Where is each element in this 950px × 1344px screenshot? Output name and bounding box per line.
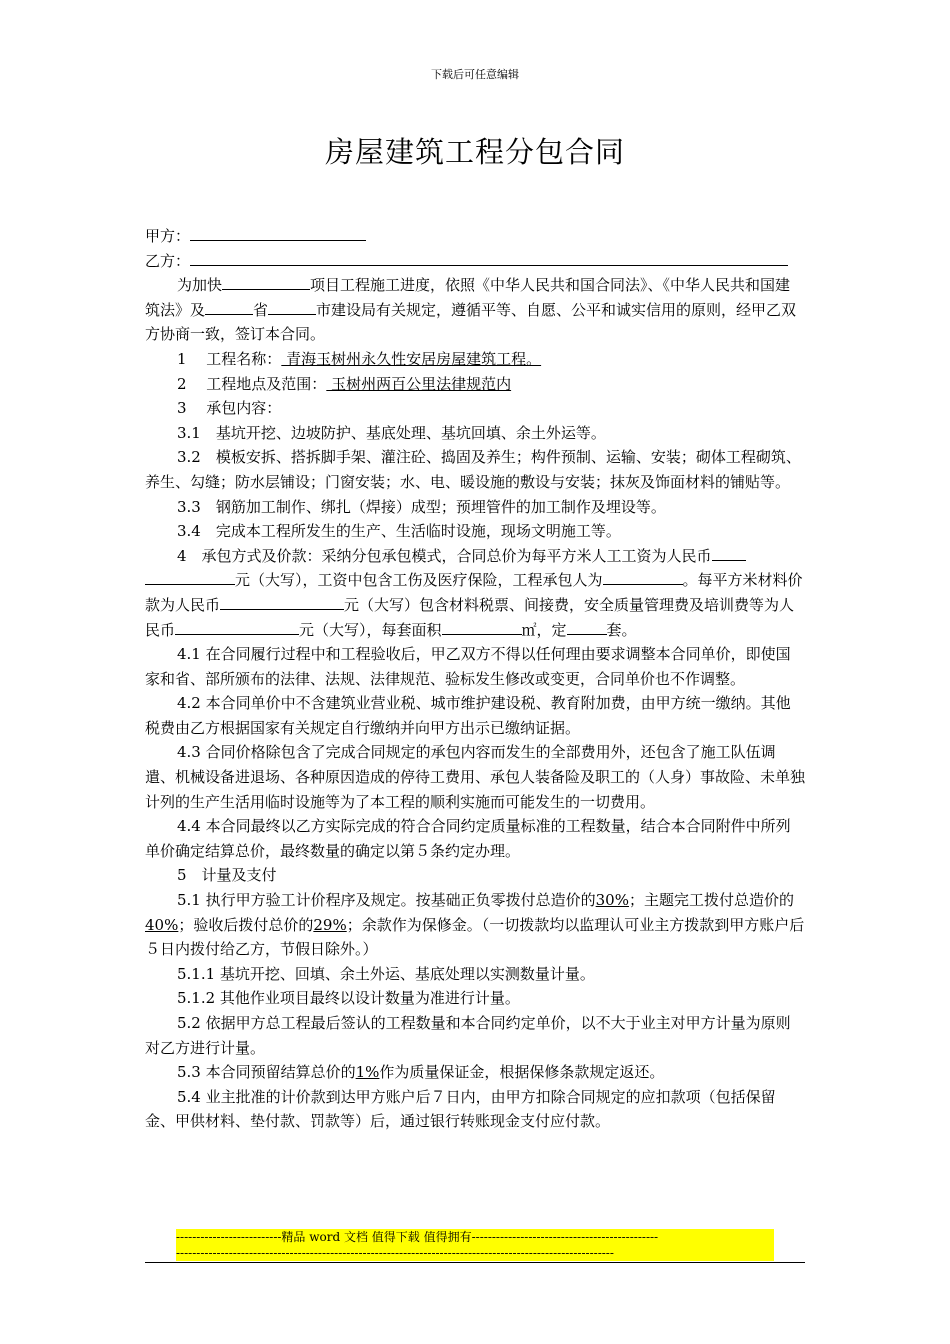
intro-text-1: 为加快 <box>177 276 223 295</box>
item-4-text-d: 元（大写）包含材料税票、间接费，安全质量管理费及培训费等为人民币 <box>145 595 795 639</box>
item-4-text-g: 套。 <box>606 620 637 639</box>
intro-paragraph <box>145 273 805 347</box>
item-5-4: 5.4 业主批准的计价款到达甲方账户后７日内，由甲方扣除合同规定的应扣款项（包括保留金、甲供材料、垫付款、罚款等）后，通过银行转账现金支付应付款。 <box>145 1087 776 1131</box>
header-note: 下载后可任意编辑 <box>431 68 519 81</box>
footer-dash-line: ------------------------------------------------------------------------------------------------------------ <box>176 1245 774 1261</box>
item-5-3-text-b: 作为质量保证金，根据保修条款规定返还。 <box>379 1063 665 1082</box>
item-3-4: 3.4 完成本工程所发生的生产、生活临时设施，现场文明施工等。 <box>177 522 621 541</box>
management-fee-blank <box>175 618 299 635</box>
item-5-1 <box>145 888 805 962</box>
percent-retention: 1% <box>355 1063 380 1082</box>
wage-blank-1 <box>712 544 746 561</box>
percent-foundation: 30% <box>595 891 629 910</box>
item-1 <box>145 347 805 372</box>
intro-text-4: 市建设局有关规定，遵循平等、自愿、公平和诚实信用的原则，经甲乙双方协商一致，签订本合同。 <box>145 300 797 344</box>
percent-acceptance: 29% <box>313 915 347 934</box>
item-5-2: 5.2 依据甲方总工程最后签认的工程数量和本合同约定单价，以不大于业主对甲方计量为原则对乙方进行计量。 <box>145 1014 791 1057</box>
item-5-1-text-c: ；验收后拨付总价的 <box>178 915 314 934</box>
province-blank <box>205 298 253 315</box>
item-4-3: 4.3 合同价格除包含了完成合同规定的承包内容而发生的全部费用外，还包含了施工队伍调遣、机械设备进退场、各种原因造成的停待工费用、承包人装备险及职工的（人身）事故险、未单独计列的生产生活用临时设施等为了本工程的顺利实施而可能发生的一切费用。 <box>145 743 806 811</box>
item-4-4: 4.4 本合同最终以乙方实际完成的符合合同约定质量标准的工程数量，结合本合同附件中所列单价确定结算总价，最终数量的确定以第５条约定办理。 <box>145 817 791 860</box>
party-a-line <box>145 224 805 249</box>
intro-text-2: 项目工程施工进度，依照《中华人民共和国合同法》、《中华人民共和国建筑法》及 <box>145 276 791 319</box>
item-5-1-2: 5.1.2 其他作业项目最终以设计数量为准进行计量。 <box>177 989 520 1008</box>
item-4-1: 4.1 在合同履行过程中和工程验收后，甲乙双方不得以任何理由要求调整本合同单价，即使国家和省、部所颁布的法律、法规、法律规范、验标发生修改或变更，合同单价也不作调整。 <box>145 645 791 688</box>
wage-blank-2 <box>145 568 235 585</box>
item-5-1-text-d: ；余款作为保修金。（一切拨款均以监理认可业主方拨款到甲方账户后５日内拨付给乙方，节假日除外。） <box>145 915 805 959</box>
item-2-label: 2 工程地点及范围： <box>177 374 327 393</box>
document-title: 房屋建筑工程分包合同 <box>324 135 625 169</box>
party-b-label: 乙方： <box>145 251 191 270</box>
item-4 <box>145 544 805 642</box>
item-4-text-f: ㎡，定 <box>521 620 567 639</box>
party-b-line <box>145 249 805 274</box>
item-1-value: 青海玉树州永久性安居房屋建筑工程。 <box>281 349 542 368</box>
item-4-text-e: 元（大写），每套面积 <box>299 620 442 639</box>
party-a-blank <box>190 224 366 241</box>
item-3: 3 承包内容： <box>177 399 282 418</box>
item-1-label: 1 工程名称： <box>177 349 282 368</box>
item-4-text-c: 。每平方米材料价款为人民币 <box>145 571 803 614</box>
sets-blank <box>567 618 607 635</box>
intro-text-3: 省 <box>253 300 269 319</box>
item-5: 5 计量及支付 <box>177 866 277 885</box>
item-3-3: 3.3 钢筋加工制作、绑扎（焊接）成型；预埋管件的加工制作及埋设等。 <box>177 497 666 516</box>
contractor-blank <box>603 568 683 585</box>
item-5-3 <box>145 1060 805 1085</box>
footer-banner: --------------------------精品 word 文档 值得下载 值得拥有---------------------------------------------- <box>176 1229 774 1245</box>
item-5-1-text-b: ；主题完工拨付总造价的 <box>628 891 794 910</box>
item-4-text-a: 4 承包方式及价款：采纳分包承包模式，合同总价为每平方米人工工资为人民币 <box>177 546 712 565</box>
item-5-3-text-a: 5.3 本合同预留结算总价的 <box>177 1063 356 1082</box>
item-3-1: 3.1 基坑开挖、边坡防护、基底处理、基坑回填、余土外运等。 <box>177 423 606 442</box>
material-price-blank <box>220 593 344 610</box>
item-4-2: 4.2 本合同单价中不含建筑业营业税、城市维护建设税、教育附加费，由甲方统一缴纳。其他税费由乙方根据国家有关规定自行缴纳并向甲方出示已缴纳证据。 <box>145 694 791 737</box>
item-2 <box>145 372 805 397</box>
item-2-value: 玉树州两百公里法律规范内 <box>326 374 512 393</box>
item-3-2: 3.2 模板安拆、搭拆脚手架、灌注砼、捣固及养生；构件预制、运输、安装；砌体工程砌筑、养生、勾缝；防水层铺设；门窗安装；水、电、暖设施的敷设与安装；抹灰及饰面材料的铺贴等。 <box>145 448 801 491</box>
contract-body <box>145 224 805 1134</box>
city-blank <box>268 298 316 315</box>
party-b-blank <box>190 249 788 266</box>
percent-completion: 40% <box>145 915 179 934</box>
item-5-1-1: 5.1.1 基坑开挖、回填、余土外运、基底处理以实测数量计量。 <box>177 964 595 983</box>
area-blank <box>442 618 522 635</box>
item-4-text-b: 元（大写），工资中包含工伤及医疗保险，工程承包人为 <box>235 571 603 590</box>
bottom-rule <box>145 1262 805 1263</box>
party-a-label: 甲方： <box>145 227 191 245</box>
project-blank <box>222 273 310 290</box>
item-5-1-text-a: 5.1 执行甲方验工计价程序及规定。按基础正负零拨付总造价的 <box>177 891 596 910</box>
